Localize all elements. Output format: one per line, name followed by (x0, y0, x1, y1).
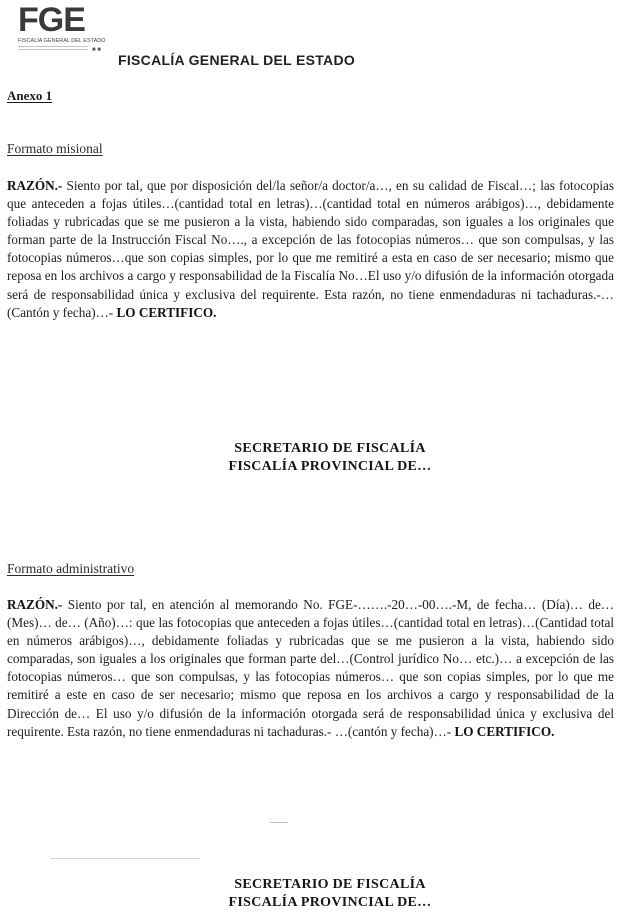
certify-closing: LO CERTIFICO. (116, 304, 217, 320)
fge-logo (18, 3, 108, 52)
razon-lead: RAZÓN.- (7, 597, 63, 612)
logo-mark: FGE (18, 1, 85, 39)
signature-office: FISCALÍA PROVINCIAL DE… (228, 459, 432, 474)
scan-artifact (270, 822, 288, 823)
signature-role: SECRETARIO DE FISCALÍA (234, 441, 426, 456)
certify-closing: LO CERTIFICO. (454, 723, 555, 739)
scan-artifact (50, 858, 200, 859)
razon-body: Siento por tal, en atención al memorando No. FGE-…….-20…-00….-M, de fecha… (Día)… de… (Mes)… de… (Año)…: que las fotocopias que anteceden a fojas útiles…(cantidad total en letras)…(Cantidad total en números arábigos)…, debidamente foliadas y rubricadas que se me pusieron a la vista, habiendo sido comparadas, son iguales a los originales que forman parte del…(Control jurídico No… etc.)… a excepción de las fotocopias números… que son compulsas, y las fotocopias números… que son copias simples, por lo que me remitiré a este en caso de ser necesario; mismo que reposa en los archivos a cargo y responsabilidad de la Dirección de… El uso y/o difusión de la información otorgada será de responsabilidad única y exclusiva del requirente. Esta razón, no tiene enmendaduras ni tachaduras.- …(cantón y fecha)…- (7, 597, 614, 739)
logo-decorative-lines (18, 46, 88, 50)
logo-dots-icon: ■ ■ (92, 47, 101, 53)
signature-office: FISCALÍA PROVINCIAL DE… (228, 895, 432, 910)
section-label-administrativo: Formato administrativo (7, 561, 135, 576)
razon-paragraph-administrativo (7, 596, 614, 741)
signature-block-administrativo (180, 876, 480, 912)
razon-paragraph-misional (7, 177, 614, 322)
header-title: FISCALÍA GENERAL DEL ESTADO (118, 52, 356, 68)
razon-body: Siento por tal, que por disposición del/la señor/a doctor/a…, en su calidad de Fiscal…; las fotocopias que anteceden a fojas útiles…(cantidad total en letras)…(cantidad total en números arábigos)…, debidamente foliadas y rubricadas que se me pusieron a la vista, habiendo sido comparadas, son iguales a los originales que forman parte de la Instrucción Fiscal No…., a excepción de las fotocopias números… que son compulsas, y las fotocopias números…que son copias simples, por lo que me remitiré a esta en caso de ser necesario; mismo que reposa en los archivos a cargo y responsabilidad de la Fiscalía No…El uso y/o difusión de la información otorgada será de responsabilidad única y exclusiva del requirente. Esta razón, no tiene enmendaduras ni tachaduras.-… (Cantón y fecha)…- (7, 178, 614, 320)
annex-label: Anexo 1 (7, 88, 53, 103)
signature-role: SECRETARIO DE FISCALÍA (234, 877, 426, 892)
section-label-misional: Formato misional (7, 141, 103, 156)
signature-block-misional (180, 440, 480, 476)
razon-lead: RAZÓN.- (7, 178, 63, 193)
logo-subtitle: FISCALÍA GENERAL DEL ESTADO (18, 38, 106, 44)
